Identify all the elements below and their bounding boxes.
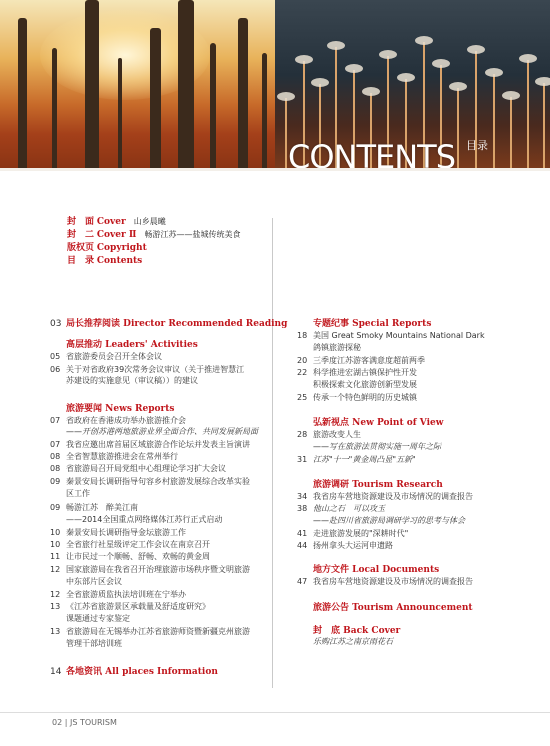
toc-entry[interactable]: 11 让市民过一个顺畅、舒畅、欢畅的黄金周: [50, 552, 210, 561]
header-banner: [0, 0, 550, 168]
toc-entry-cont: 区工作: [66, 489, 90, 498]
section-director[interactable]: 03 局长推荐阅读 Director Recommended Reading: [50, 319, 288, 329]
toc-entry-cont: 积极探索文化旅游创新型发展: [313, 380, 417, 389]
section-leaders: 高层推动 Leaders' Activities: [66, 340, 198, 350]
toc-entry[interactable]: 09 畅游江苏 醉美江南: [50, 503, 138, 512]
toc-entry[interactable]: 08 省旅游局召开局党组中心组理论学习扩大会议: [50, 464, 226, 473]
toc-entry[interactable]: 47 我省房车营地资源建设及市场情况的调查报告: [297, 577, 473, 586]
toc-entry[interactable]: 05 省旅游委员会召开全体会议: [50, 352, 162, 361]
section-back-cover[interactable]: 封 底 Back Cover: [313, 626, 401, 636]
toc-entry[interactable]: 09 秦景安局长调研指导句容乡村旅游发展综合改革实验: [50, 477, 250, 486]
cover-entry[interactable]: 封 面 Cover 山乡晨曦: [67, 217, 166, 227]
section-local: 地方文件 Local Documents: [313, 565, 440, 575]
toc-entry-cont: ——开创苏港两地旅游业界全面合作、共同发展新局面: [66, 427, 258, 436]
section-news: 旅游要闻 News Reports: [66, 404, 175, 414]
page-footer: 02 | JS TOURISM: [52, 718, 117, 727]
toc-entry[interactable]: 12 国家旅游局在我省召开治理旅游市场秩序暨文明旅游: [50, 565, 250, 574]
toc-entry[interactable]: 34 我省房车营地资源建设及市场情况的调查报告: [297, 492, 473, 501]
copyright-entry[interactable]: 版权页 Copyright: [67, 243, 147, 253]
toc-entry[interactable]: 20 三季度江苏游客满意度超前两季: [297, 356, 425, 365]
section-special: 专题纪事 Special Reports: [313, 319, 432, 329]
toc-entry[interactable]: 08 全省智慧旅游推进会在常州举行: [50, 452, 178, 461]
footer-rule: [0, 712, 550, 713]
toc-entry[interactable]: 13 《江苏省旅游景区承载量及舒适度研究》: [50, 602, 210, 611]
contents-title-cn: 目录: [466, 139, 488, 152]
toc-entry[interactable]: 12 全省旅游质监执法培训班在宁举办: [50, 590, 186, 599]
toc-entry[interactable]: 22 科学推进宏湖古镇保护性开发: [297, 368, 417, 377]
toc-entry[interactable]: 28 旅游改变人生: [297, 430, 361, 439]
section-research: 旅游调研 Tourism Research: [313, 480, 443, 490]
toc-entry-cont: 管理干部培训班: [66, 639, 122, 648]
toc-entry[interactable]: 07 省政府在香港成功举办旅游推介会: [50, 416, 186, 425]
toc-entry-cont: 苏建设的实施意见（审议稿））的建议: [66, 376, 198, 385]
toc-entry[interactable]: 13 省旅游局在无锡举办江苏省旅游师资暨新疆克州旅游: [50, 627, 250, 636]
toc-entry[interactable]: 06 关于对省政府39次常务会议审议（关于推进智慧江: [50, 365, 245, 374]
toc-entry[interactable]: 38 他山之石 可以攻玉: [297, 504, 385, 513]
toc-entry-cont: ——赴四川省旅游局调研学习的思考与体会: [313, 516, 465, 525]
toc-entry-cont: 课题通过专家鉴定: [66, 614, 130, 623]
toc-entry-cont: 鸽镇旅游探秘: [313, 343, 361, 352]
section-announcement[interactable]: 旅游公告 Tourism Announcement: [313, 603, 473, 613]
toc-entry[interactable]: 44 扬州拿头大运河申遗路: [297, 541, 393, 550]
toc-entry-cont: ——2014全国重点网络媒体江苏行正式启动: [66, 515, 223, 524]
section-view: 弘新视点 New Point of View: [313, 418, 444, 428]
toc-entry[interactable]: 10 全省旅行社星级评定工作会议在南京召开: [50, 540, 210, 549]
cover-ii-entry[interactable]: 封 二 Cover Ⅱ 畅游江苏——盐城传统美食: [67, 230, 241, 240]
section-all-places[interactable]: 14 各地资讯 All places Information: [50, 667, 218, 677]
contents-title: CONTENTS: [288, 138, 456, 168]
toc-entry[interactable]: 25 传承一个特色鲜明的历史城镇: [297, 393, 417, 402]
toc-entry[interactable]: 10 秦景安局长调研指导金坛旅游工作: [50, 528, 186, 537]
back-cover-text: 乐购江苏之南京雨花石: [313, 637, 393, 646]
toc-entry[interactable]: 41 走进旅游发展的"深耕时代": [297, 529, 409, 538]
toc-entry-cont: ——写在旅游法贯彻实施一周年之际: [313, 442, 441, 451]
column-divider: [272, 218, 273, 688]
banner-divider: [0, 168, 550, 171]
contents-entry[interactable]: 目 录 Contents: [67, 256, 143, 266]
toc-entry[interactable]: 31 江苏"十一"黄金周凸显"五新": [297, 455, 416, 464]
toc-entry[interactable]: 18 美国 Great Smoky Mountains National Dark: [297, 331, 485, 340]
toc-entry[interactable]: 07 我省应邀出席首届区域旅游合作论坛并发表主旨演讲: [50, 440, 250, 449]
autumn-forest-photo: [0, 0, 275, 168]
toc-entry-cont: 中东部片区会议: [66, 577, 122, 586]
